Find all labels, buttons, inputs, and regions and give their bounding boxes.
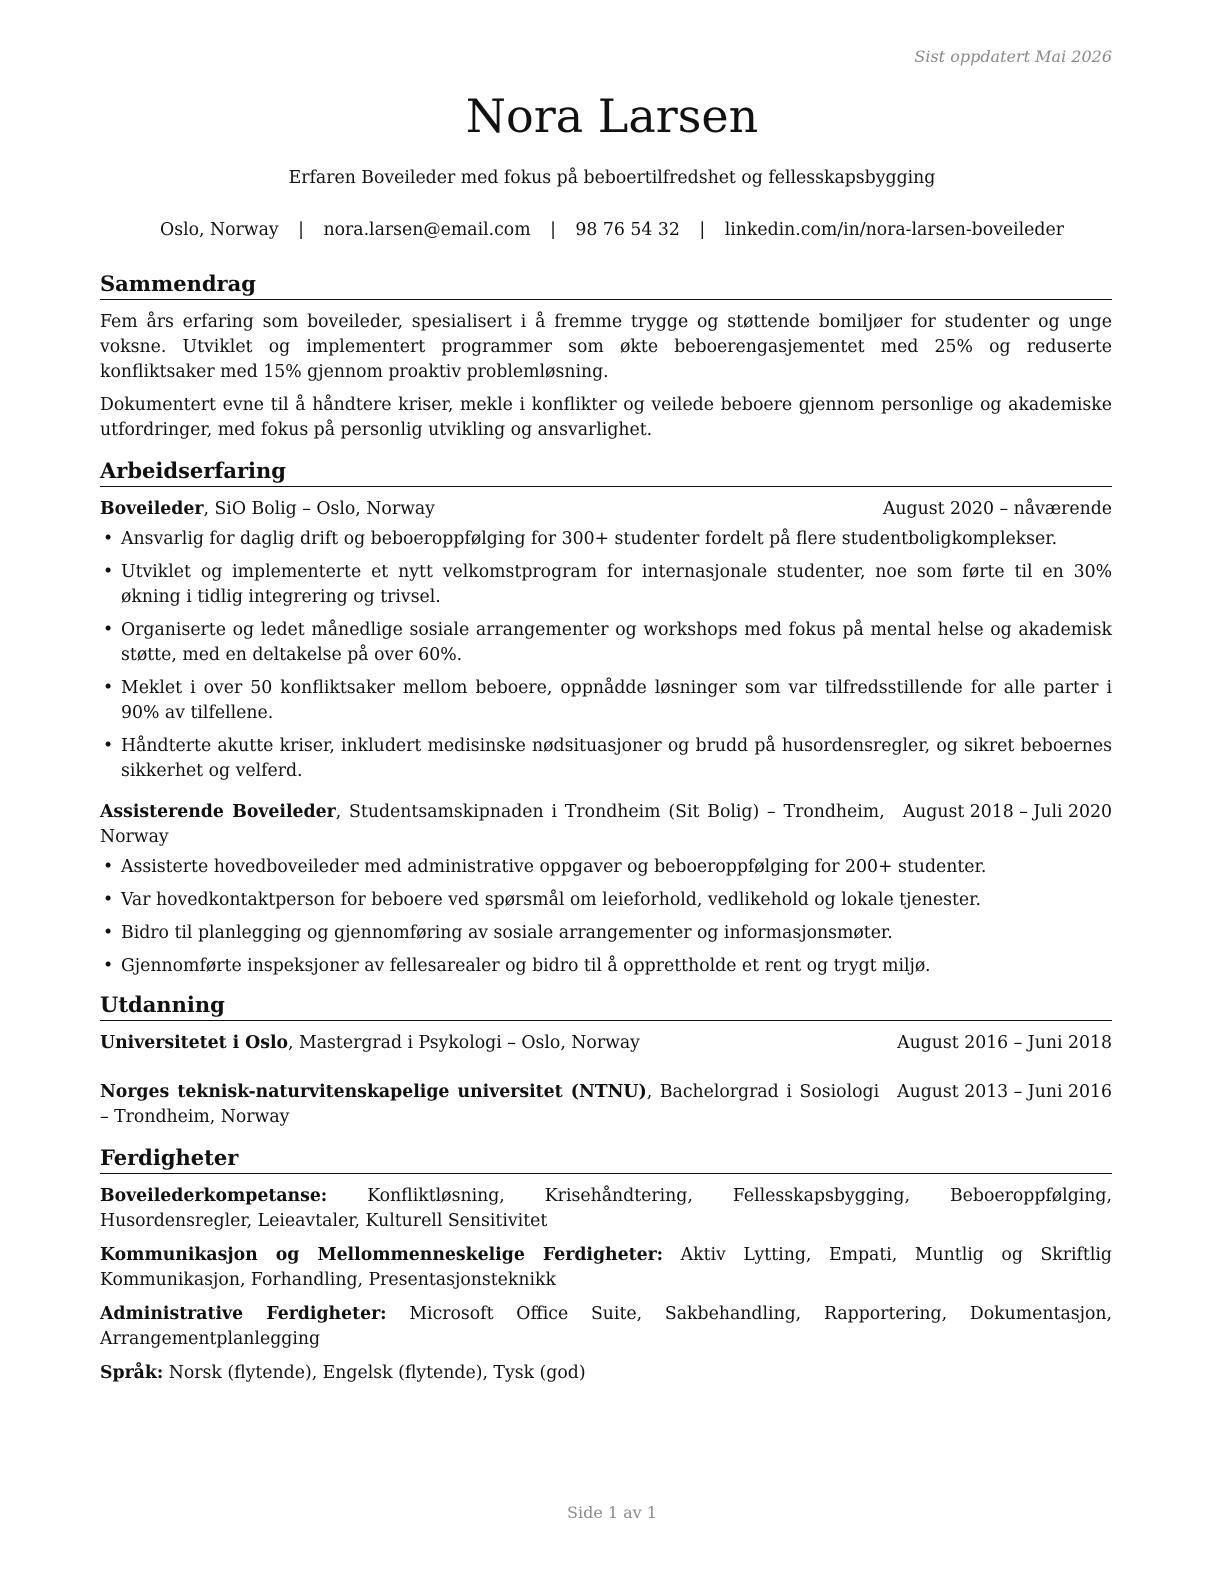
- job-employer: , SiO Bolig – Oslo, Norway: [203, 499, 435, 519]
- bullet-item: [100, 954, 1112, 979]
- bullet-icon: •: [103, 857, 114, 877]
- education-degree: , Bachelorgrad i Sosiologi – Trondheim, Norway: [100, 1082, 880, 1127]
- contact-separator: |: [550, 220, 556, 240]
- job-role: Assisterende Boveileder: [100, 802, 336, 822]
- education-title-line: [100, 1080, 897, 1130]
- summary-section: [100, 270, 1112, 443]
- bullet-text: Bidro til planlegging og gjennomføring av sosiale arrangementer og informasjonsmøter.: [121, 923, 893, 943]
- education-entry: [100, 1031, 1112, 1056]
- job-bullets: [100, 855, 1112, 979]
- bullet-item: [100, 921, 1112, 946]
- bullet-text: Gjennomførte inspeksjoner av fellesarealer og bidro til å opprettholde et rent og trygt miljø.: [121, 956, 931, 976]
- skill-group: [100, 1184, 1112, 1234]
- job-bullets: [100, 527, 1112, 784]
- skill-label: Administrative Ferdigheter:: [100, 1304, 387, 1324]
- education-dates: August 2016 – Juni 2018: [897, 1033, 1112, 1053]
- skill-values: Norsk (flytende), Engelsk (flytende), Tysk (god): [163, 1363, 586, 1383]
- education-school: Universitetet i Oslo: [100, 1033, 289, 1053]
- skill-group: [100, 1243, 1112, 1293]
- resume-content: [100, 270, 1112, 1395]
- skill-label: Kommunikasjon og Mellommenneskelige Ferdigheter:: [100, 1245, 664, 1265]
- bullet-item: [100, 888, 1112, 913]
- job-role: Boveileder: [100, 499, 204, 519]
- bullet-icon: •: [103, 736, 114, 756]
- skill-values: Konfliktløsning, Krisehåndtering, Fellesskapsbygging, Beboeroppfølging, Husordensregler, Leieavtaler, Kulturell Sensitivitet: [100, 1186, 1112, 1231]
- contact-separator: |: [699, 220, 706, 240]
- contact-linkedin[interactable]: linkedin.com/in/nora-larsen-boveileder: [724, 220, 1064, 240]
- job-dates: August 2020 – nåværende: [882, 499, 1112, 519]
- experience-section: [100, 457, 1112, 979]
- skill-label: Boveilederkompetanse:: [100, 1186, 328, 1206]
- section-title-education: Utdanning: [100, 991, 1112, 1021]
- job-title-line: [100, 497, 883, 522]
- bullet-text: Organiserte og ledet månedlige sosiale arrangementer og workshops med fokus på mental helse og akademisk støtte, med en deltakelse på over 60%.: [121, 620, 1112, 665]
- summary-paragraph: Fem års erfaring som boveileder, spesialisert i å fremme trygge og støttende bomiljøer for studenter og unge voksne. Utviklet og implementert programmer som økte beboerengasjementet med 25% og reduserte konfliktsaker med 15% gjennom proaktiv problemløsning.: [100, 312, 1112, 382]
- skill-group: [100, 1361, 1112, 1386]
- summary-paragraph: Dokumentert evne til å håndtere kriser, mekle i konflikter og veilede beboere gjennom personlige og akademiske utfordringer, med fokus på personlig utvikling og ansvarlighet.: [100, 395, 1112, 440]
- job-employer: , Studentsamskipnaden i Trondheim (Sit Bolig) – Trondheim, Norway: [100, 802, 885, 847]
- last-updated: Sist oppdatert Mai 2026: [914, 47, 1112, 66]
- skills-section: [100, 1144, 1112, 1386]
- education-degree: , Mastergrad i Psykologi – Oslo, Norway: [288, 1033, 640, 1053]
- bullet-text: Utviklet og implementerte et nytt velkomstprogram for internasjonale studenter, noe som førte til en 30% økning i tidlig integrering og trivsel.: [121, 562, 1112, 607]
- bullet-text: Meklet i over 50 konfliktsaker mellom beboere, oppnådde løsninger som var tilfredsstillende for alle parter i 90% av tilfellene.: [121, 678, 1112, 723]
- bullet-icon: •: [103, 890, 114, 910]
- education-dates: August 2013 – Juni 2016: [897, 1082, 1112, 1102]
- page-number: Side 1 av 1: [567, 1503, 657, 1522]
- section-title-experience: Arbeidserfaring: [100, 457, 1112, 487]
- bullet-text: Var hovedkontaktperson for beboere ved spørsmål om leieforhold, vedlikehold og lokale tjenester.: [121, 890, 981, 910]
- bullet-item: [100, 734, 1112, 784]
- section-title-skills: Ferdigheter: [100, 1144, 1112, 1174]
- education-section: [100, 991, 1112, 1130]
- job-dates: August 2018 – Juli 2020: [902, 802, 1112, 822]
- bullet-icon: •: [103, 620, 114, 640]
- tagline: Erfaren Boveileder med fokus på beboertilfredshet og fellesskapsbygging: [288, 168, 936, 188]
- candidate-name: Nora Larsen: [465, 89, 759, 143]
- bullet-icon: •: [103, 529, 114, 549]
- job-header: [100, 497, 1112, 522]
- skill-label: Språk:: [100, 1363, 164, 1383]
- job-entry: [100, 800, 1112, 979]
- bullet-icon: •: [103, 562, 114, 582]
- contact-phone: 98 76 54 32: [575, 220, 680, 240]
- contact-location: Oslo, Norway: [160, 220, 279, 240]
- contact-email[interactable]: nora.larsen@email.com: [323, 220, 531, 240]
- job-header: [100, 800, 1112, 850]
- bullet-item: [100, 618, 1112, 668]
- job-entry: [100, 497, 1112, 784]
- bullet-item: [100, 527, 1112, 552]
- skill-group: [100, 1302, 1112, 1352]
- job-title-line: [100, 800, 903, 850]
- education-title-line: [100, 1031, 897, 1056]
- bullet-text: Håndterte akutte kriser, inkludert medisinske nødsituasjoner og brudd på husordensregler, og sikret beboernes sikkerhet og velferd.: [121, 736, 1112, 781]
- bullet-icon: •: [103, 956, 114, 976]
- skill-values: Aktiv Lytting, Empati, Muntlig og Skriftlig Kommunikasjon, Forhandling, Presentasjonsteknikk: [100, 1245, 1112, 1290]
- bullet-text: Ansvarlig for daglig drift og beboeroppfølging for 300+ studenter fordelt på flere studentboligkomplekser.: [121, 529, 1058, 549]
- skill-values: Microsoft Office Suite, Sakbehandling, Rapportering, Dokumentasjon, Arrangementplanlegging: [100, 1304, 1112, 1349]
- education-school: Norges teknisk-naturvitenskapelige universitet (NTNU): [100, 1082, 647, 1102]
- education-entry: [100, 1080, 1112, 1130]
- bullet-icon: •: [103, 923, 114, 943]
- bullet-text: Assisterte hovedboveileder med administrative oppgaver og beboeroppfølging for 200+ studenter.: [121, 857, 987, 877]
- bullet-icon: •: [103, 678, 114, 698]
- bullet-item: [100, 676, 1112, 726]
- bullet-item: [100, 855, 1112, 880]
- contact-separator: |: [298, 220, 304, 240]
- contact-line: [0, 218, 1224, 243]
- bullet-item: [100, 560, 1112, 610]
- section-title-summary: Sammendrag: [100, 270, 1112, 300]
